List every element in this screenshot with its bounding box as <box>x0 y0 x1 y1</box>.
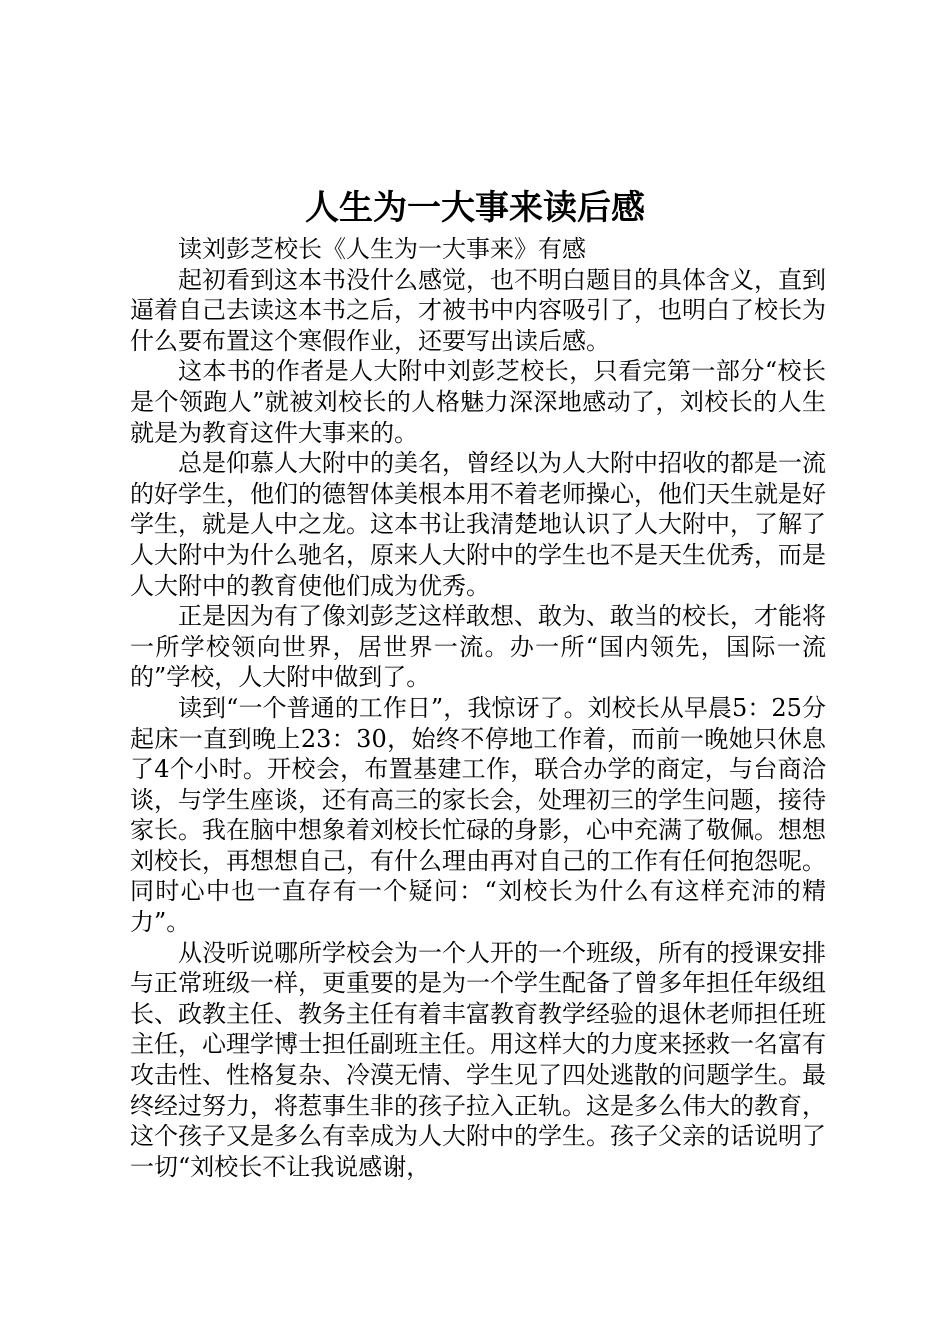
paragraph-subtitle: 读刘彭芝校长《人生为一大事来》有感 <box>178 235 586 263</box>
paragraph: 正是因为有了像刘彭芝这样敢想、敢为、敢当的校长，才能将一所学校领向世界，居世界一流。办一所“国内领先，国际一流的”学校，人大附中做到了。 <box>130 602 826 692</box>
paragraph: 从没听说哪所学校会为一个人开的一个班级，所有的授课安排与正常班级一样，更重要的是为一个学生配备了曾多年担任年级组长、政教主任、教务主任有着丰富教育教学经验的退休老师担任班主任，心理学博士担任副班主任。用这样大的力度来拯救一名富有攻击性、性格复杂、冷漠无情、学生见了四处逃散的问题学生。最终经过努力，将惹事生非的孩子拉入正轨。这是多么伟大的教育，这个孩子又是多么有幸成为人大附中的学生。孩子父亲的话说明了一切“刘校长不让我说感谢， <box>130 938 826 1181</box>
paragraph: 读到“一个普通的工作日”，我惊讶了。刘校长从早晨5：25分起床一直到晚上23：30，始终不停地工作着，而前一晚她只休息了4个小时。开校会，布置基建工作，联合办学的商定，与台商洽谈，与学生座谈，还有高三的家长会，处理初三的学生问题，接待家长。我在脑中想象着刘校长忙碌的身影，心中充满了敬佩。想想刘校长，再想想自己，有什么理由再对自己的工作有任何抱怨呢。同时心中也一直存有一个疑问：“刘校长为什么有这样充沛的精力”。 <box>130 693 826 937</box>
document-body <box>130 234 826 1182</box>
paragraph: 总是仰慕人大附中的美名，曾经以为人大附中招收的都是一流的好学生，他们的德智体美根本用不着老师操心，他们天生就是好学生，就是人中之龙。这本书让我清楚地认识了人大附中，了解了人大附中为什么驰名，原来人大附中的学生也不是天生优秀，而是人大附中的教育使他们成为优秀。 <box>130 449 826 600</box>
paragraph: 起初看到这本书没什么感觉，也不明白题目的具体含义，直到逼着自己去读这本书之后，才被书中内容吸引了，也明白了校长为什么要布置这个寒假作业，还要写出读后感。 <box>130 265 826 355</box>
paragraph: 这本书的作者是人大附中刘彭芝校长，只看完第一部分“校长是个领跑人”就被刘校长的人格魅力深深地感动了，刘校长的人生就是为教育这件大事来的。 <box>130 357 826 447</box>
document-title: 人生为一大事来读后感 <box>305 188 645 228</box>
